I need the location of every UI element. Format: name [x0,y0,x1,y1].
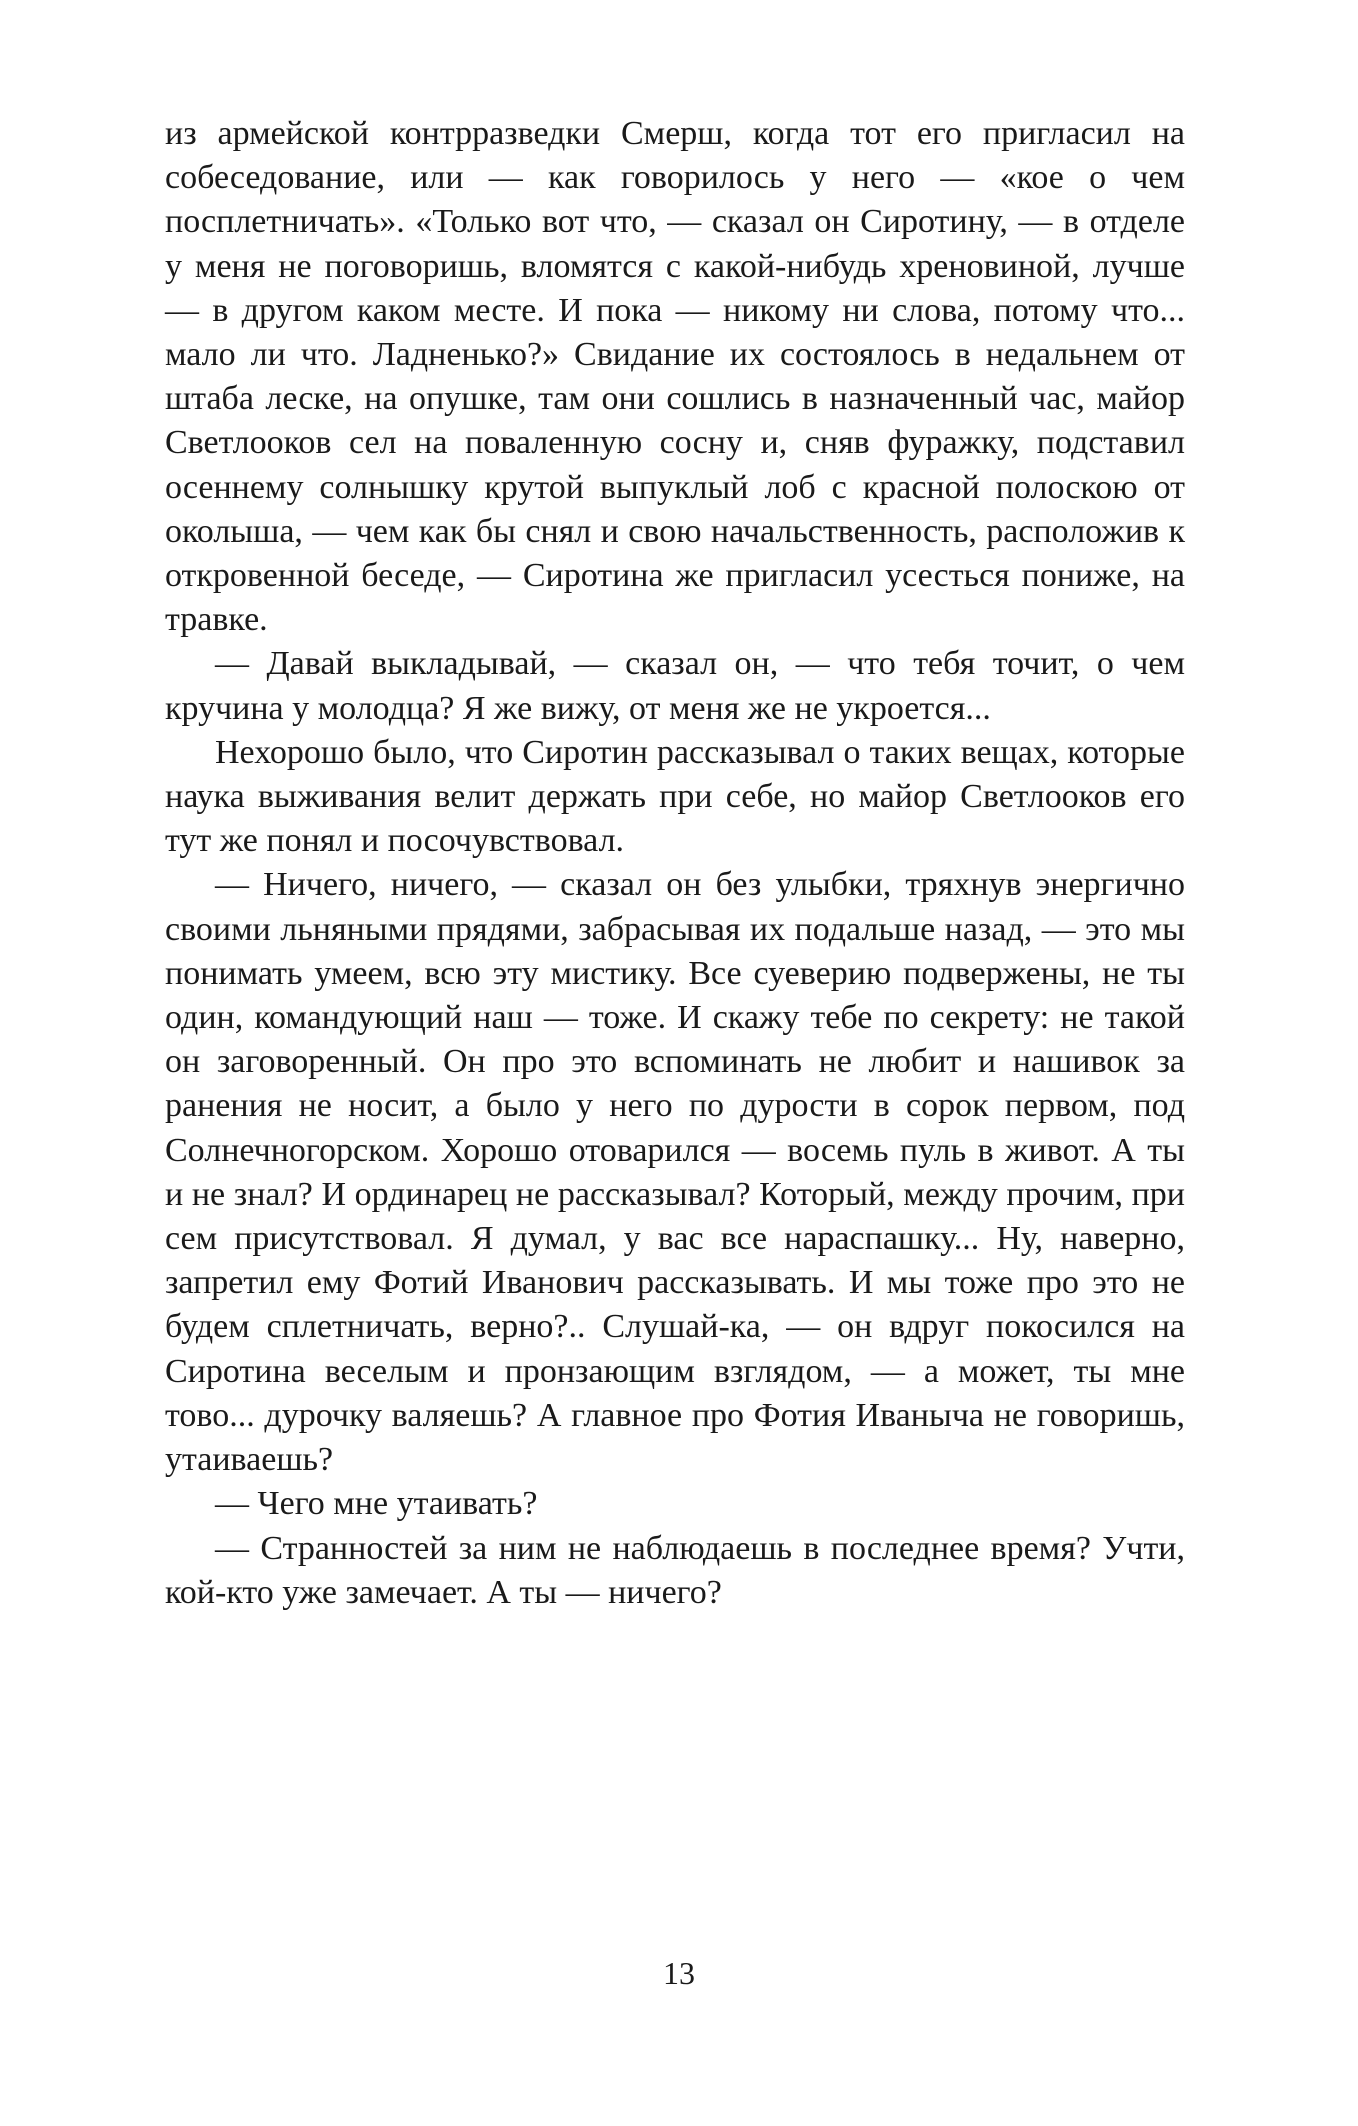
page-number: 13 [663,1955,695,1991]
page-body [165,112,1185,1615]
paragraph-4: — Ничего, ничего, — сказал он без улыбки, тряхнув энергично своими льняными прядями, забрасывая их подальше назад, — это мы понимать умеем, всю эту мистику. Все суеверию подвержены, не ты один, командующий наш — тоже. И скажу тебе по секрету: не такой он заговоренный. Он про это вспоминать не любит и нашивок за ранения не носит, а было у него по дурости в сорок первом, под Солнечногорском. Хорошо отоварился — восемь пуль в живот. А ты и не знал? И ординарец не рассказывал? Который, между прочим, при сем присутствовал. Я думал, у вас все нараспашку... Ну, наверно, запретил ему Фотий Иванович рассказывать. И мы тоже про это не будем сплетничать, верно?.. Слушай-ка, — он вдруг покосился на Сиротина веселым и пронзающим взглядом, — а может, ты мне тово... дурочку валяешь? А главное про Фотия Иваныча не говоришь, утаиваешь? [165,866,1185,1479]
paragraph-3: Нехорошо было, что Сиротин рассказывал о таких вещах, которые наука выживания велит держать при себе, но майор Светлооков его тут же понял и посочувствовал. [165,733,1185,860]
paragraph-5: — Чего мне утаивать? [215,1485,538,1523]
paragraph-6: — Странностей за ним не наблюдаешь в последнее время? Учти, кой-кто уже замечает. А ты — ничего? [165,1529,1185,1611]
paragraph-1: из армейской контрразведки Смерш, когда тот его пригласил на собеседование, или — как говорилось у него — «кое о чем посплетничать». «Только вот что, — сказал он Сиротину, — в отделе у меня не поговоришь, вломятся с какой-нибудь хреновиной, лучше — в другом каком месте. И пока — никому ни слова, потому что... мало ли что. Ладненько?» Свидание их состоялось в недальнем от штаба леске, на опушке, там они сошлись в назначенный час, майор Светлооков сел на поваленную сосну и, сняв фуражку, подставил осеннему солнышку крутой выпуклый лоб с красной полоскою от околыша, — чем как бы снял и свою начальственность, расположив к откровенной беседе, — Сиротина же пригласил усесться пониже, на травке. [165,115,1185,639]
paragraph-2: — Давай выкладывай, — сказал он, — что тебя точит, о чем кручина у молодца? Я же вижу, от меня же не укроется... [165,645,1185,727]
